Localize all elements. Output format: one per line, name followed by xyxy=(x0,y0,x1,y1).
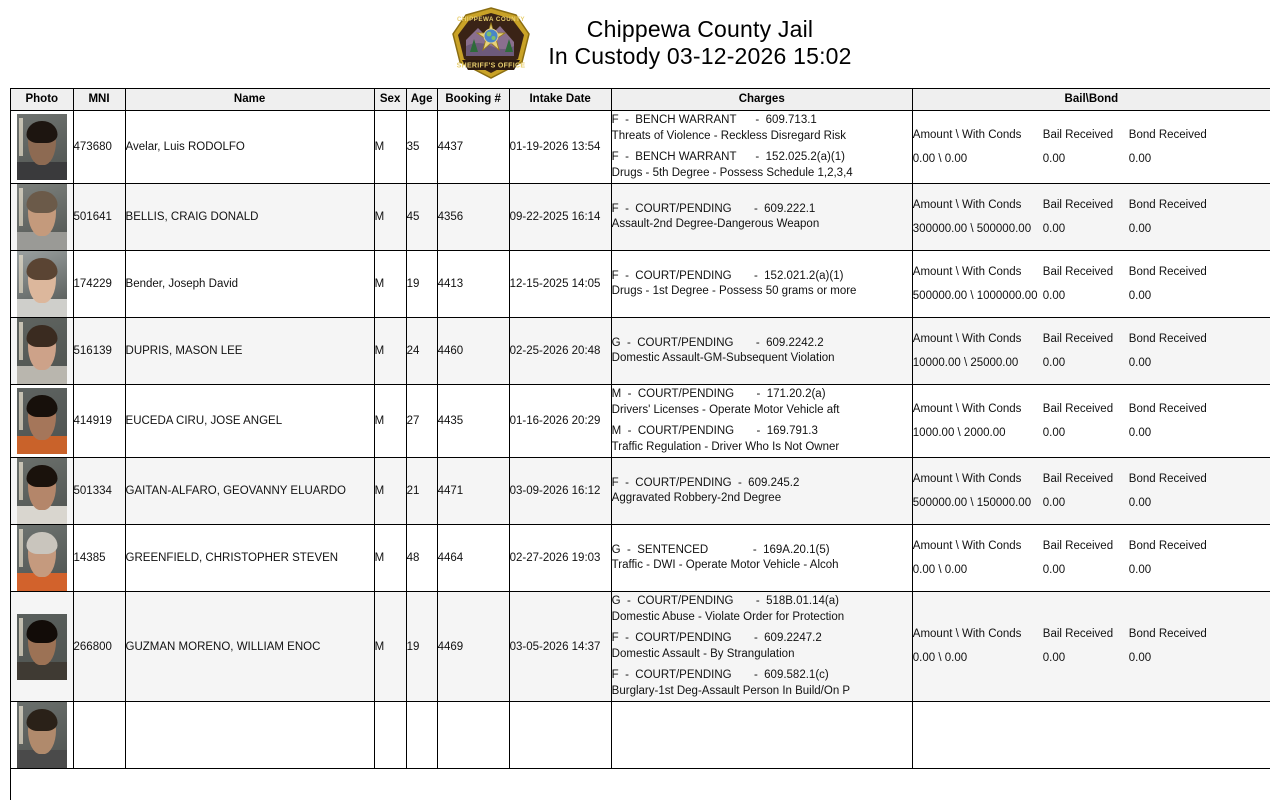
inmate-sex: M xyxy=(374,111,406,184)
bail-header-amount: Amount \ With Conds xyxy=(912,628,1022,641)
inmate-charges xyxy=(611,251,912,318)
inmate-sex: M xyxy=(374,592,406,702)
inmate-bail-bond xyxy=(912,251,1270,318)
inmate-charges xyxy=(611,525,912,592)
table-row[interactable] xyxy=(11,458,1270,525)
charge-statute: F - COURT/PENDING - 609.582.1(c) xyxy=(611,669,829,682)
charge-description: Threats of Violence - Reckless Disregard Risk xyxy=(611,129,847,142)
charge-description: Domestic Assault - By Strangulation xyxy=(611,647,795,660)
bail-value-bond-received: 0.00 xyxy=(1128,289,1152,302)
mugshot-photo xyxy=(17,458,67,524)
bail-value-amount: 300000.00 \ 500000.00 xyxy=(912,222,1032,235)
bail-bond-grid xyxy=(913,128,1270,167)
charge-description: Domestic Abuse - Violate Order for Protection xyxy=(611,610,845,623)
charge-entry xyxy=(612,476,912,507)
charge-description: Traffic Regulation - Driver Who Is Not Owner xyxy=(611,440,840,453)
bail-header-bond-received: Bond Received xyxy=(1128,628,1207,641)
inmate-photo-cell xyxy=(11,592,73,702)
inmate-sex xyxy=(374,702,406,769)
bail-bond-grid xyxy=(913,265,1270,304)
column-header-mni: MNI xyxy=(73,89,125,111)
bail-value-amount: 500000.00 \ 150000.00 xyxy=(912,496,1032,509)
table-header xyxy=(11,89,1270,111)
inmate-bail-bond xyxy=(912,318,1270,385)
charge-statute: F - COURT/PENDING - 609.222.1 xyxy=(611,202,816,215)
inmate-booking-number: 4471 xyxy=(437,458,509,525)
column-header-bail-bond: Bail\Bond xyxy=(912,89,1270,111)
inmate-mni: 174229 xyxy=(73,251,125,318)
table-row[interactable] xyxy=(11,318,1270,385)
inmate-intake-date: 03-09-2026 16:12 xyxy=(509,458,611,525)
inmate-age xyxy=(406,702,437,769)
inmate-booking-number xyxy=(437,702,509,769)
inmate-charges xyxy=(611,111,912,184)
inmate-age: 45 xyxy=(406,184,437,251)
charge-entry xyxy=(612,336,912,367)
charge-entry xyxy=(612,269,912,300)
table-body xyxy=(11,111,1270,769)
column-header-name: Name xyxy=(125,89,374,111)
bail-value-amount: 10000.00 \ 25000.00 xyxy=(912,356,1019,369)
bail-value-bail-received: 0.00 xyxy=(1042,222,1066,235)
mugshot-photo xyxy=(17,388,67,454)
column-header-sex: Sex xyxy=(374,89,406,111)
bail-header-bond-received: Bond Received xyxy=(1128,332,1207,345)
table-header-row xyxy=(11,89,1270,111)
inmate-intake-date: 02-27-2026 19:03 xyxy=(509,525,611,592)
inmate-booking-number: 4469 xyxy=(437,592,509,702)
mugshot-photo xyxy=(17,184,67,250)
bail-bond-grid xyxy=(913,472,1270,511)
bail-value-bail-received: 0.00 xyxy=(1042,152,1066,165)
inmate-intake-date xyxy=(509,702,611,769)
inmate-sex: M xyxy=(374,525,406,592)
inmate-charges xyxy=(611,184,912,251)
bail-value-bond-received: 0.00 xyxy=(1128,496,1152,509)
inmate-photo-cell xyxy=(11,251,73,318)
bail-header-bond-received: Bond Received xyxy=(1128,128,1207,141)
inmate-mni: 516139 xyxy=(73,318,125,385)
inmate-mni: 14385 xyxy=(73,525,125,592)
inmate-photo-cell xyxy=(11,702,73,769)
bail-value-bail-received: 0.00 xyxy=(1042,652,1066,665)
inmate-booking-number: 4464 xyxy=(437,525,509,592)
svg-text:SHERIFF'S OFFICE: SHERIFF'S OFFICE xyxy=(456,62,526,70)
charge-description: Assault-2nd Degree-Dangerous Weapon xyxy=(611,218,820,231)
bail-header-bond-received: Bond Received xyxy=(1128,198,1207,211)
inmate-age: 21 xyxy=(406,458,437,525)
inmate-bail-bond xyxy=(912,385,1270,458)
bail-bond-grid xyxy=(913,402,1270,441)
bail-header-bail-received: Bail Received xyxy=(1042,472,1114,485)
roster-table-container xyxy=(10,88,1270,800)
charge-description: Drugs - 1st Degree - Possess 50 grams or more xyxy=(611,285,857,298)
inmate-age: 35 xyxy=(406,111,437,184)
charge-statute: F - COURT/PENDING - 152.021.2(a)(1) xyxy=(611,269,844,282)
bail-header-bail-received: Bail Received xyxy=(1042,402,1114,415)
charge-description: Traffic - DWI - Operate Motor Vehicle - Alcoh xyxy=(611,559,839,572)
bail-bond-grid xyxy=(913,627,1270,666)
charge-statute: G - SENTENCED - 169A.20.1(5) xyxy=(611,543,830,556)
table-row[interactable] xyxy=(11,385,1270,458)
inmate-mni: 266800 xyxy=(73,592,125,702)
charge-statute: F - COURT/PENDING - 609.2247.2 xyxy=(611,632,822,645)
bail-value-amount: 500000.00 \ 1000000.00 xyxy=(912,289,1038,302)
inmate-photo-cell xyxy=(11,458,73,525)
mugshot-photo xyxy=(17,702,67,768)
charge-entry xyxy=(612,113,912,144)
charge-statute: G - COURT/PENDING - 609.2242.2 xyxy=(611,336,824,349)
bail-bond-grid xyxy=(913,332,1270,371)
inmate-intake-date: 03-05-2026 14:37 xyxy=(509,592,611,702)
column-header-age: Age xyxy=(406,89,437,111)
charge-description: Drivers' Licenses - Operate Motor Vehicle aft xyxy=(611,403,840,416)
title-line-custody-timestamp: In Custody 03-12-2026 15:02 xyxy=(548,43,852,69)
charge-statute: M - COURT/PENDING - 169.791.3 xyxy=(611,425,818,438)
inmate-name: Bender, Joseph David xyxy=(125,251,374,318)
charge-statute: F - BENCH WARRANT - 152.025.2(a)(1) xyxy=(611,151,845,164)
bail-header-bail-received: Bail Received xyxy=(1042,265,1114,278)
roster-table xyxy=(11,89,1270,769)
bail-value-bail-received: 0.00 xyxy=(1042,426,1066,439)
inmate-age: 24 xyxy=(406,318,437,385)
inmate-age: 48 xyxy=(406,525,437,592)
bail-value-bond-received: 0.00 xyxy=(1128,426,1152,439)
inmate-charges xyxy=(611,702,912,769)
inmate-charges xyxy=(611,458,912,525)
bail-value-bail-received: 0.00 xyxy=(1042,289,1066,302)
inmate-name: BELLIS, CRAIG DONALD xyxy=(125,184,374,251)
column-header-photo: Photo xyxy=(11,89,73,111)
inmate-sex: M xyxy=(374,251,406,318)
inmate-booking-number: 4435 xyxy=(437,385,509,458)
inmate-name: Avelar, Luis RODOLFO xyxy=(125,111,374,184)
mugshot-photo xyxy=(17,114,67,180)
bail-value-bond-received: 0.00 xyxy=(1128,152,1152,165)
inmate-name: GREENFIELD, CHRISTOPHER STEVEN xyxy=(125,525,374,592)
sheriff-badge-logo xyxy=(448,6,534,80)
inmate-booking-number: 4437 xyxy=(437,111,509,184)
bail-header-amount: Amount \ With Conds xyxy=(912,198,1022,211)
bail-header-amount: Amount \ With Conds xyxy=(912,539,1022,552)
inmate-photo-cell xyxy=(11,184,73,251)
charge-description: Aggravated Robbery-2nd Degree xyxy=(611,492,782,505)
inmate-bail-bond xyxy=(912,111,1270,184)
inmate-sex: M xyxy=(374,385,406,458)
bail-value-bond-received: 0.00 xyxy=(1128,356,1152,369)
bail-header-bond-received: Bond Received xyxy=(1128,539,1207,552)
inmate-bail-bond xyxy=(912,458,1270,525)
charge-entry xyxy=(612,594,912,625)
bail-header-bail-received: Bail Received xyxy=(1042,628,1114,641)
mugshot-photo xyxy=(17,525,67,591)
charge-entry xyxy=(612,543,912,574)
inmate-age: 19 xyxy=(406,251,437,318)
inmate-name: GUZMAN MORENO, WILLIAM ENOC xyxy=(125,592,374,702)
svg-text:CHIPPEWA COUNTY: CHIPPEWA COUNTY xyxy=(457,16,526,23)
inmate-intake-date: 01-19-2026 13:54 xyxy=(509,111,611,184)
inmate-bail-bond xyxy=(912,702,1270,769)
inmate-name: GAITAN-ALFARO, GEOVANNY ELUARDO xyxy=(125,458,374,525)
bail-header-bail-received: Bail Received xyxy=(1042,539,1114,552)
charge-statute: M - COURT/PENDING - 171.20.2(a) xyxy=(611,388,826,401)
inmate-bail-bond xyxy=(912,525,1270,592)
inmate-name xyxy=(125,702,374,769)
inmate-bail-bond xyxy=(912,592,1270,702)
inmate-booking-number: 4356 xyxy=(437,184,509,251)
bail-value-bond-received: 0.00 xyxy=(1128,652,1152,665)
charge-description: Drugs - 5th Degree - Possess Schedule 1,2,3,4 xyxy=(611,166,853,179)
inmate-age: 27 xyxy=(406,385,437,458)
inmate-photo-cell xyxy=(11,318,73,385)
mugshot-photo xyxy=(17,614,67,680)
bail-header-bond-received: Bond Received xyxy=(1128,472,1207,485)
inmate-intake-date: 01-16-2026 20:29 xyxy=(509,385,611,458)
charge-statute: F - BENCH WARRANT - 609.713.1 xyxy=(611,114,817,126)
bail-header-amount: Amount \ With Conds xyxy=(912,472,1022,485)
inmate-booking-number: 4460 xyxy=(437,318,509,385)
bail-value-bond-received: 0.00 xyxy=(1128,222,1152,235)
table-row[interactable] xyxy=(11,592,1270,702)
inmate-intake-date: 09-22-2025 16:14 xyxy=(509,184,611,251)
bail-value-amount: 0.00 \ 0.00 xyxy=(912,563,968,576)
inmate-sex: M xyxy=(374,458,406,525)
inmate-name: DUPRIS, MASON LEE xyxy=(125,318,374,385)
inmate-booking-number: 4413 xyxy=(437,251,509,318)
inmate-age: 19 xyxy=(406,592,437,702)
bail-value-amount: 0.00 \ 0.00 xyxy=(912,652,968,665)
charge-description: Burglary-1st Deg-Assault Person In Build/On P xyxy=(611,684,851,697)
charge-statute: F - COURT/PENDING - 609.245.2 xyxy=(611,476,800,489)
bail-header-bond-received: Bond Received xyxy=(1128,402,1207,415)
inmate-sex: M xyxy=(374,318,406,385)
inmate-charges xyxy=(611,318,912,385)
inmate-name: EUCEDA CIRU, JOSE ANGEL xyxy=(125,385,374,458)
bail-value-bail-received: 0.00 xyxy=(1042,496,1066,509)
inmate-charges xyxy=(611,385,912,458)
charge-entry xyxy=(612,150,912,181)
title-line-facility: Chippewa County Jail xyxy=(586,15,814,42)
table-row[interactable] xyxy=(11,251,1270,318)
bail-header-amount: Amount \ With Conds xyxy=(912,265,1022,278)
inmate-photo-cell xyxy=(11,525,73,592)
inmate-intake-date: 02-25-2026 20:48 xyxy=(509,318,611,385)
inmate-bail-bond xyxy=(912,184,1270,251)
bail-value-amount: 0.00 \ 0.00 xyxy=(912,152,968,165)
inmate-photo-cell xyxy=(11,385,73,458)
bail-header-amount: Amount \ With Conds xyxy=(912,402,1022,415)
column-header-intake-date: Intake Date xyxy=(509,89,611,111)
inmate-sex: M xyxy=(374,184,406,251)
charge-entry xyxy=(612,387,912,418)
charge-entry xyxy=(612,424,912,455)
page-title xyxy=(548,16,851,70)
inmate-mni: 501641 xyxy=(73,184,125,251)
table-row[interactable] xyxy=(11,184,1270,251)
inmate-photo-cell xyxy=(11,111,73,184)
bail-header-bail-received: Bail Received xyxy=(1042,198,1114,211)
bail-bond-grid xyxy=(913,539,1270,578)
table-row[interactable] xyxy=(11,111,1270,184)
charge-entry xyxy=(612,202,912,233)
column-header-charges: Charges xyxy=(611,89,912,111)
bail-header-bail-received: Bail Received xyxy=(1042,128,1114,141)
page-header xyxy=(0,0,1280,86)
inmate-mni: 473680 xyxy=(73,111,125,184)
inmate-mni: 501334 xyxy=(73,458,125,525)
charge-statute: G - COURT/PENDING - 518B.01.14(a) xyxy=(611,595,839,608)
bail-header-bond-received: Bond Received xyxy=(1128,265,1207,278)
bail-header-amount: Amount \ With Conds xyxy=(912,128,1022,141)
charge-description: Domestic Assault-GM-Subsequent Violation xyxy=(611,352,835,365)
mugshot-photo xyxy=(17,318,67,384)
column-header-booking: Booking # xyxy=(437,89,509,111)
bail-value-bail-received: 0.00 xyxy=(1042,356,1066,369)
inmate-mni xyxy=(73,702,125,769)
bail-value-amount: 1000.00 \ 2000.00 xyxy=(912,426,1006,439)
bail-header-amount: Amount \ With Conds xyxy=(912,332,1022,345)
bail-header-bail-received: Bail Received xyxy=(1042,332,1114,345)
bail-value-bail-received: 0.00 xyxy=(1042,563,1066,576)
charge-entry xyxy=(612,668,912,699)
table-row[interactable] xyxy=(11,525,1270,592)
inmate-mni: 414919 xyxy=(73,385,125,458)
mugshot-photo xyxy=(17,251,67,317)
inmate-charges xyxy=(611,592,912,702)
charge-entry xyxy=(612,631,912,662)
inmate-intake-date: 12-15-2025 14:05 xyxy=(509,251,611,318)
table-row[interactable] xyxy=(11,702,1270,769)
bail-bond-grid xyxy=(913,198,1270,237)
bail-value-bond-received: 0.00 xyxy=(1128,563,1152,576)
